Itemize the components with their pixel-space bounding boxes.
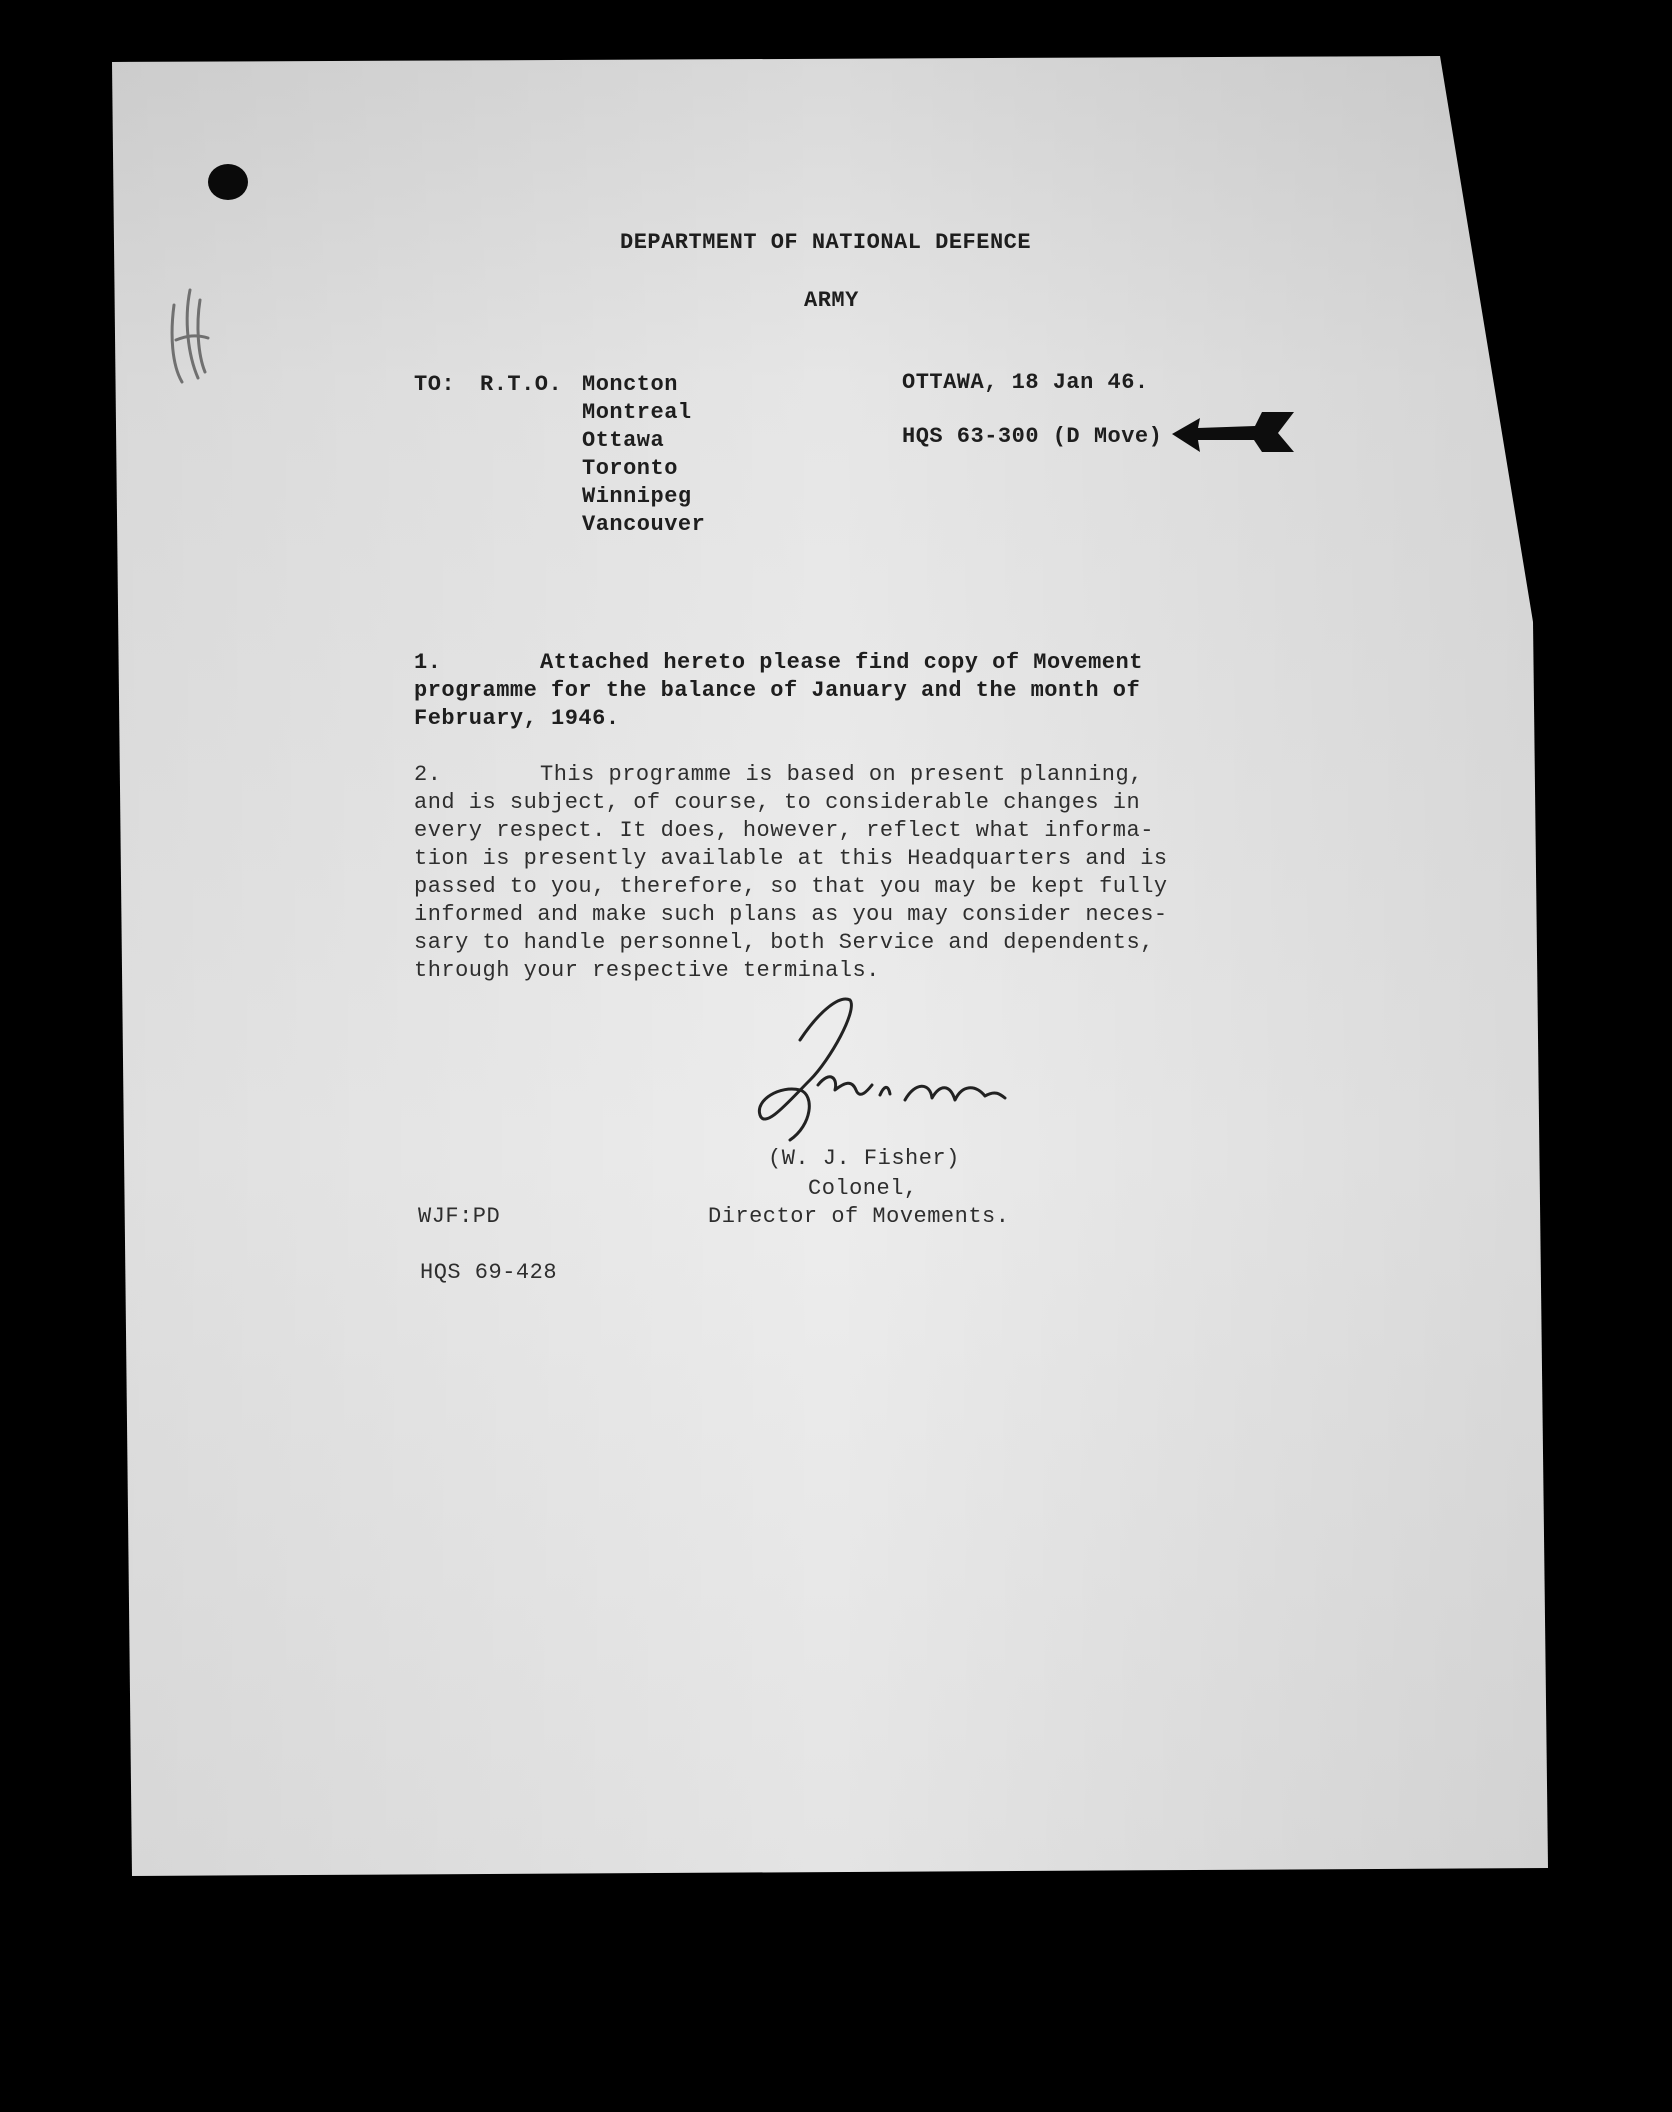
recipient-moncton: Moncton bbox=[582, 372, 678, 397]
recipient-ottawa: Ottawa bbox=[582, 428, 665, 453]
paragraph-2-line: informed and make such plans as you may consider neces- bbox=[414, 902, 1168, 927]
recipient-montreal: Montreal bbox=[582, 400, 692, 425]
to-prefix: R.T.O. bbox=[480, 372, 563, 397]
paragraph-2-number: 2. bbox=[414, 762, 442, 787]
signatory-title: Director of Movements. bbox=[708, 1204, 1010, 1229]
to-label: TO: bbox=[414, 372, 456, 397]
punch-hole bbox=[208, 164, 248, 200]
file-reference: HQS 63-300 (D Move) bbox=[902, 424, 1163, 449]
paragraph-1-line: February, 1946. bbox=[414, 706, 620, 731]
recipient-winnipeg: Winnipeg bbox=[582, 484, 692, 509]
paragraph-2-line: through your respective terminals. bbox=[414, 958, 880, 983]
branch-heading: ARMY bbox=[804, 288, 859, 313]
footer-reference: HQS 69-428 bbox=[420, 1260, 558, 1285]
paragraph-2-line: and is subject, of course, to considerable changes in bbox=[414, 790, 1141, 815]
paragraph-1-line: programme for the balance of January and the month of bbox=[414, 678, 1141, 703]
paragraph-2-line: tion is presently available at this Headquarters and is bbox=[414, 846, 1168, 871]
place-date: OTTAWA, 18 Jan 46. bbox=[902, 370, 1149, 395]
department-heading: DEPARTMENT OF NATIONAL DEFENCE bbox=[620, 230, 1032, 255]
paragraph-2-line: every respect. It does, however, reflect what informa- bbox=[414, 818, 1154, 843]
paragraph-2-line: sary to handle personnel, both Service and dependents, bbox=[414, 930, 1154, 955]
signatory-rank: Colonel, bbox=[808, 1176, 918, 1201]
paragraph-1-line: Attached hereto please find copy of Movement bbox=[540, 650, 1143, 675]
recipient-vancouver: Vancouver bbox=[582, 512, 706, 537]
recipient-toronto: Toronto bbox=[582, 456, 678, 481]
paragraph-2-line: passed to you, therefore, so that you may be kept fully bbox=[414, 874, 1168, 899]
paragraph-2-line: This programme is based on present planning, bbox=[540, 762, 1143, 787]
signatory-name: (W. J. Fisher) bbox=[768, 1146, 960, 1171]
paragraph-1-number: 1. bbox=[414, 650, 442, 675]
typist-initials: WJF:PD bbox=[418, 1204, 501, 1229]
